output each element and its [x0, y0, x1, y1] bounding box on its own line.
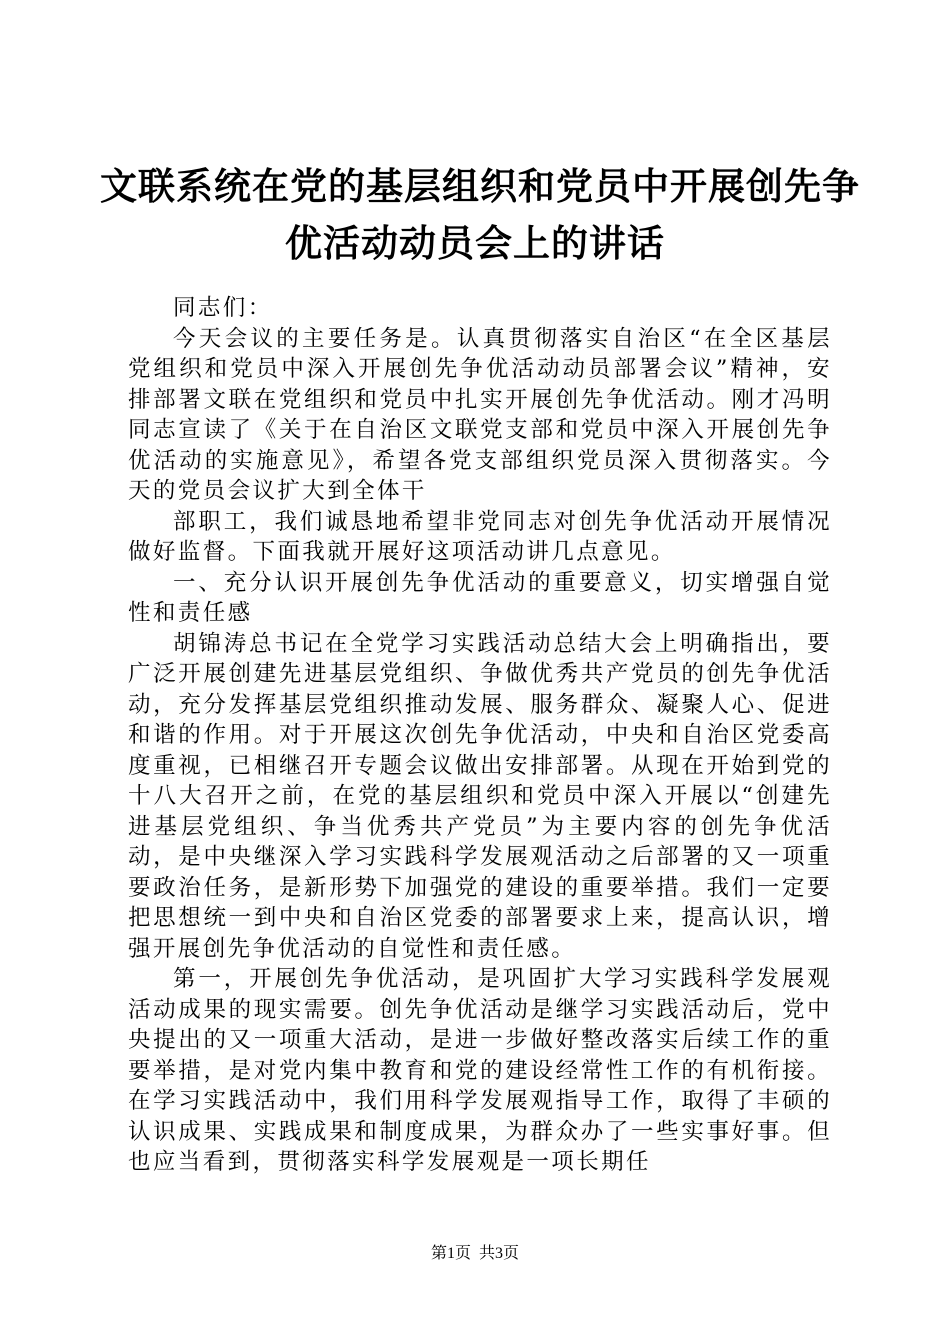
title-line-1: 文联系统在党的基层组织和党员中开展创先争	[100, 164, 860, 208]
salutation: 同志们：	[173, 295, 273, 321]
paragraph: 部职工，我们诚恳地希望非党同志对创先争优活动开展情况做好监督。下面我就开展好这项活动讲几点意见。	[128, 508, 832, 565]
document-title	[100, 158, 860, 272]
section-heading: 一、充分认识开展创先争优活动的重要意义，切实增强自觉性和责任感	[128, 569, 832, 626]
page-number: 第1页	[430, 1245, 471, 1262]
paragraph: 今天会议的主要任务是。认真贯彻落实自治区“在全区基层党组织和党员中深入开展创先争优活动动员部署会议”精神，安排部署文联在党组织和党员中扎实开展创先争优活动。刚才冯明同志宣读了《关于在自治区文联党支部和党员中深入开展创先争优活动的实施意见》，希望各党支部组织党员深入贯彻落实。今天的党员会议扩大到全体干	[128, 325, 832, 504]
document-body	[128, 293, 832, 1178]
paragraph: 胡锦涛总书记在全党学习实践活动总结大会上明确指出，要广泛开展创建先进基层党组织、争做优秀共产党员的创先争优活动，充分发挥基层党组织推动发展、服务群众、凝聚人心、促进和谐的作用。对于开展这次创先争优活动，中央和自治区党委高度重视，已相继召开专题会议做出安排部署。从现在开始到党的十八大召开之前，在党的基层组织和党员中深入开展以“创建先进基层党组织、争当优秀共产党员”为主要内容的创先争优活动，是中央继深入学习实践科学发展观活动之后部署的又一项重要政治任务，是新形势下加强党的建设的重要举措。我们一定要把思想统一到中央和自治区党委的部署要求上来，提高认识，增强开展创先争优活动的自觉性和责任感。	[128, 630, 832, 962]
title-line-2: 优活动动员会上的讲话	[285, 221, 665, 265]
page-footer	[0, 1244, 950, 1264]
page-total: 共3页	[479, 1245, 520, 1262]
paragraph: 第一，开展创先争优活动，是巩固扩大学习实践科学发展观活动成果的现实需要。创先争优活动是继学习实践活动后，党中央提出的又一项重大活动，是进一步做好整改落实后续工作的重要举措，是对党内集中教育和党的建设经常性工作的有机衔接。在学习实践活动中，我们用科学发展观指导工作，取得了丰硕的认识成果、实践成果和制度成果，为群众办了一些实事好事。但也应当看到，贯彻落实科学发展观是一项长期任	[128, 966, 832, 1175]
